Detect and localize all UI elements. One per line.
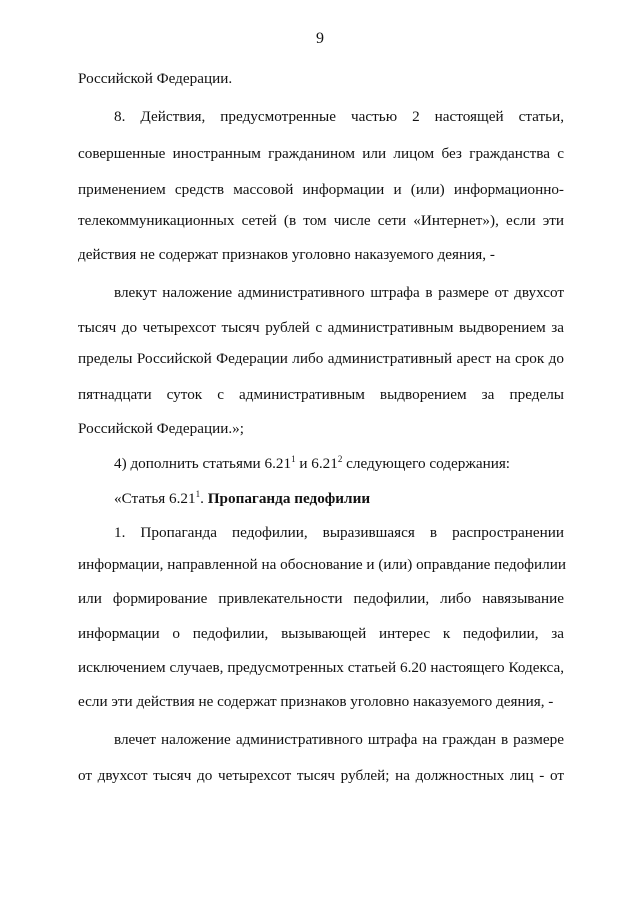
text-line: Российской Федерации.»; — [78, 420, 244, 437]
text-line: если эти действия не содержат признаков уголовно наказуемого деяния, - — [78, 693, 554, 710]
superscript: 2 — [337, 454, 343, 464]
text-line: Российской Федерации. — [78, 70, 233, 87]
text-line: влечет наложение административного штрафа на граждан в размере — [114, 731, 564, 748]
text-line: исключением случаев, предусмотренных статьей 6.20 настоящего Кодекса, — [78, 659, 564, 676]
text-line: тысяч до четырехсот тысяч рублей с административным выдворением за — [78, 319, 564, 336]
article-heading-dot: . — [200, 490, 208, 507]
text-line: пределы Российской Федерации либо административный арест на срок до — [78, 350, 564, 367]
text-line: 1. Пропаганда педофилии, выразившаяся в распространении — [114, 524, 564, 541]
text-line: действия не содержат признаков уголовно наказуемого деяния, - — [78, 246, 495, 263]
text-line: применением средств массовой информации и (или) информационно- — [78, 181, 564, 198]
text-line: информации о педофилии, вызывающей интерес к педофилии, за — [78, 625, 564, 642]
text-line: влекут наложение административного штрафа в размере от двухсот — [114, 284, 564, 301]
item4-prefix: 4) дополнить статьями 6.21 — [114, 455, 292, 472]
article-heading-title: Пропаганда педофилии — [207, 490, 371, 507]
text-line: совершенные иностранным гражданином или лицом без гражданства с — [78, 145, 564, 162]
item4-middle: и 6.21 — [295, 455, 338, 472]
text-line: телекоммуникационных сетей (в том числе сети «Интернет»), если эти — [78, 212, 564, 229]
text-line: пятнадцати суток с административным выдворением за пределы — [78, 386, 564, 403]
text-line: от двухсот тысяч до четырехсот тысяч рублей; на должностных лиц - от — [78, 767, 564, 784]
text-line: или формирование привлекательности педофилии, либо навязывание — [78, 590, 564, 607]
article-heading — [114, 489, 600, 509]
superscript: 1 — [195, 489, 201, 499]
article-heading-prefix: «Статья 6.21 — [114, 490, 196, 507]
text-line-item4 — [114, 454, 600, 474]
text-line: информации, направленной на обоснование и (или) оправдание педофилии — [78, 556, 566, 573]
superscript: 1 — [291, 454, 296, 464]
page-number: 9 — [316, 30, 324, 47]
text-line: 8. Действия, предусмотренные частью 2 настоящей статьи, — [114, 108, 564, 125]
item4-suffix: следующего содержания: — [342, 455, 511, 472]
